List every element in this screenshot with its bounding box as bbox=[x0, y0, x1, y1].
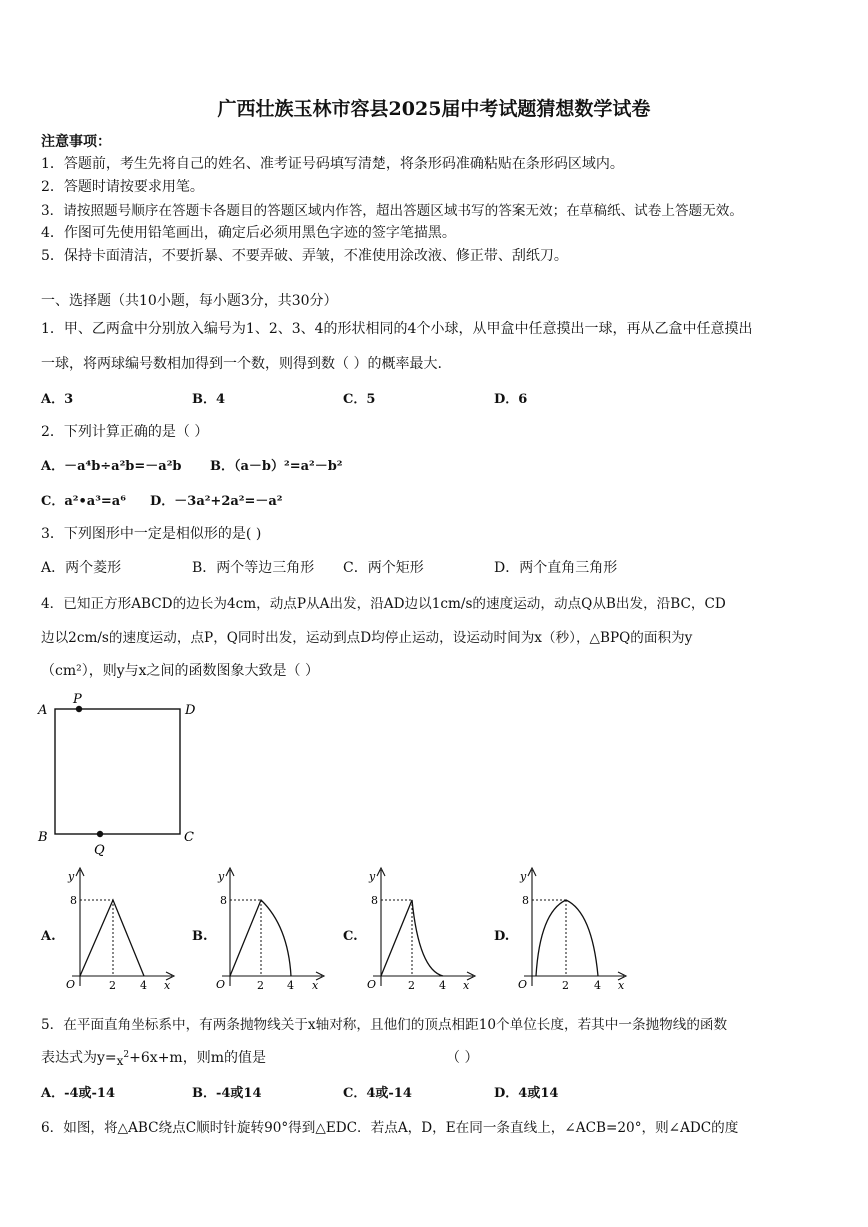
question-5-line: 5．在平面直角坐标系中，有两条抛物线关于x轴对称，且他们的顶点相距10个单位长度，若其中一条抛物线的函数 bbox=[41, 1017, 728, 1033]
q3-option-c: C．两个矩形 bbox=[343, 560, 424, 576]
q5-expression-rest: +6x+m，则m的值是 bbox=[129, 1050, 266, 1066]
svg-text:y: y bbox=[218, 870, 225, 883]
graph-option-c bbox=[363, 864, 481, 1000]
svg-text:4: 4 bbox=[594, 979, 601, 992]
question-4-line: （cm²），则y与x之间的函数图象大致是（ ） bbox=[41, 663, 319, 679]
svg-text:8: 8 bbox=[220, 894, 227, 907]
svg-text:y: y bbox=[68, 870, 75, 883]
question-1-line: 1．甲、乙两盒中分别放入编号为1、2、3、4的形状相同的4个小球，从甲盒中任意摸出一球，再从乙盒中任意摸出 bbox=[41, 321, 753, 337]
q1-option-c: C．5 bbox=[343, 392, 376, 407]
question-2-stem: 2．下列计算正确的是（ ） bbox=[41, 424, 209, 440]
notice-item: 1．答题前，考生先将自己的姓名、准考证号码填写清楚，将条形码准确粘贴在条形码区域内。 bbox=[41, 156, 624, 172]
graph-option-d bbox=[514, 864, 632, 1000]
svg-text:4: 4 bbox=[439, 979, 446, 992]
point-q-marker bbox=[97, 831, 103, 837]
svg-text:8: 8 bbox=[70, 894, 77, 907]
q5-expression-exponent: 2 bbox=[123, 1050, 130, 1060]
svg-text:y: y bbox=[369, 870, 376, 883]
q2-option-a: A．－a⁴b÷a²b=－a²b bbox=[41, 459, 182, 474]
question-4-line: 4．已知正方形ABCD的边长为4cm，动点P从A出发，沿AD边以1cm/s的速度运动，动点Q从B出发，沿BC，CD bbox=[41, 596, 726, 612]
svg-text:x: x bbox=[618, 979, 625, 992]
q5-option-a: A．-4或-14 bbox=[41, 1086, 116, 1101]
q1-option-b: B．4 bbox=[192, 392, 226, 407]
label-d: D bbox=[185, 703, 196, 718]
question-3-stem: 3．下列图形中一定是相似形的是( ) bbox=[41, 526, 262, 542]
svg-text:O: O bbox=[367, 978, 377, 991]
svg-text:4: 4 bbox=[140, 979, 147, 992]
graph-option-b bbox=[212, 864, 330, 1000]
q4-option-c-label: C. bbox=[343, 929, 358, 944]
q2-option-d: D．－3a²+2a²=－a² bbox=[150, 494, 283, 509]
label-q: Q bbox=[94, 843, 105, 858]
svg-text:x: x bbox=[312, 979, 319, 992]
notice-item: 4．作图可先使用铅笔画出，确定后必须用黑色字迹的签字笔描黑。 bbox=[41, 225, 456, 241]
graph-a-curve bbox=[80, 900, 144, 976]
square-outline bbox=[55, 709, 180, 834]
label-c: C bbox=[184, 830, 194, 845]
square-abcd-figure bbox=[36, 690, 206, 860]
graph-d-curve bbox=[536, 900, 598, 976]
q1-option-a: A．3 bbox=[41, 392, 74, 407]
svg-text:x: x bbox=[463, 979, 470, 992]
svg-text:2: 2 bbox=[408, 979, 415, 992]
q3-option-d: D．两个直角三角形 bbox=[494, 560, 618, 576]
label-p: P bbox=[73, 692, 82, 707]
notice-heading: 注意事项： bbox=[41, 134, 111, 150]
q3-option-a: A．两个菱形 bbox=[41, 560, 122, 576]
q5-option-c: C．4或-14 bbox=[343, 1086, 412, 1101]
svg-text:O: O bbox=[216, 978, 226, 991]
notice-item: 3．请按照题号顺序在答题卡各题目的答题区域内作答，超出答题区域书写的答案无效；在草稿纸、试卷上答题无效。 bbox=[41, 203, 743, 219]
notice-item: 2．答题时请按要求用笔。 bbox=[41, 179, 204, 195]
q5-option-d: D．4或14 bbox=[494, 1086, 559, 1101]
q3-option-b: B．两个等边三角形 bbox=[192, 560, 315, 576]
q5-expression-x: x bbox=[116, 1054, 124, 1068]
svg-text:2: 2 bbox=[562, 979, 569, 992]
q4-option-a-label: A. bbox=[41, 929, 56, 944]
q5-answer-blank: （ ） bbox=[446, 1050, 479, 1066]
svg-text:8: 8 bbox=[371, 894, 378, 907]
exam-title: 广西壮族玉林市容县2025届中考试题猜想数学试卷 bbox=[217, 98, 651, 120]
label-b: B bbox=[38, 830, 48, 845]
q2-option-b: B．（a－b）²=a²－b² bbox=[210, 459, 343, 474]
q5-option-b: B．-4或14 bbox=[192, 1086, 262, 1101]
svg-text:O: O bbox=[66, 978, 76, 991]
svg-text:8: 8 bbox=[522, 894, 529, 907]
q2-option-c: C．a²•a³=a⁶ bbox=[41, 494, 126, 509]
svg-text:4: 4 bbox=[287, 979, 294, 992]
svg-text:2: 2 bbox=[109, 979, 116, 992]
svg-text:O: O bbox=[518, 978, 528, 991]
question-4-line: 边以2cm/s的速度运动，点P，Q同时出发，运动到点D均停止运动，设运动时间为x（秒），△BPQ的面积为y bbox=[41, 630, 693, 646]
q4-option-d-label: D. bbox=[494, 929, 510, 944]
section-heading: 一、选择题（共10小题，每小题3分，共30分） bbox=[41, 293, 338, 309]
svg-text:x: x bbox=[164, 979, 171, 992]
question-5-line2 bbox=[41, 1047, 266, 1067]
q5-expression-prefix: 表达式为y= bbox=[41, 1050, 117, 1066]
svg-text:2: 2 bbox=[257, 979, 264, 992]
notice-item: 5．保持卡面清洁，不要折暴、不要弄破、弄皱，不准使用涂改液、修正带、刮纸刀。 bbox=[41, 248, 568, 264]
question-6-line: 6．如图，将△ABC绕点C顺时针旋转90°得到△EDC．若点A，D，E在同一条直线上，∠ACB=20°，则∠ADC的度 bbox=[41, 1120, 739, 1136]
q4-option-b-label: B. bbox=[192, 929, 208, 944]
label-a: A bbox=[38, 703, 48, 718]
q1-option-d: D．6 bbox=[494, 392, 528, 407]
graph-option-a bbox=[62, 864, 180, 1000]
question-1-line: 一球，将两球编号数相加得到一个数，则得到数（ ）的概率最大. bbox=[41, 356, 442, 372]
svg-text:y: y bbox=[520, 870, 527, 883]
